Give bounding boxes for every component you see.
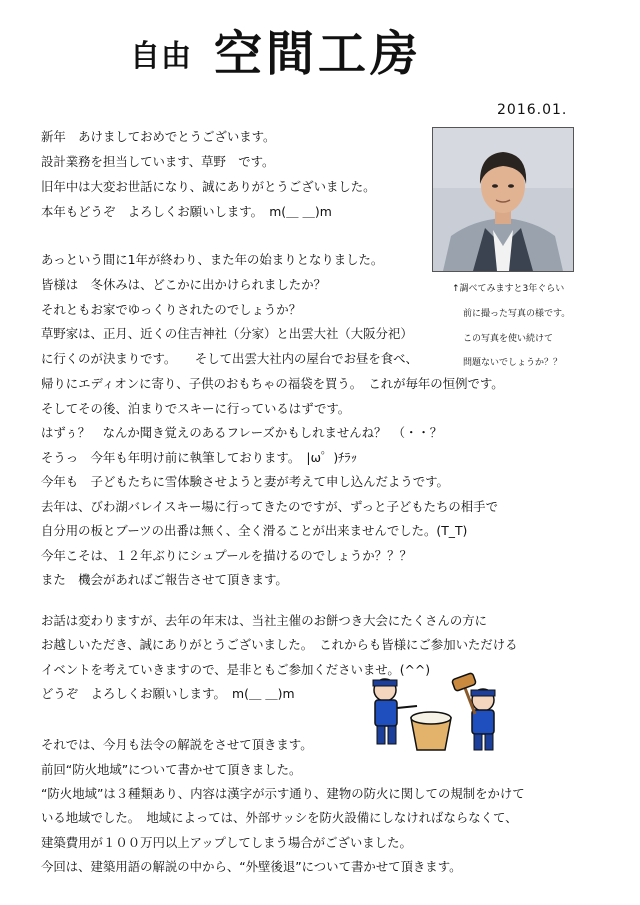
newsletter-title: [130, 26, 423, 82]
body-line: “防火地域”は３種類あり、内容は漢字が示す通り、建物の防火に関しての規制をかけて: [41, 786, 525, 801]
body-line: いる地域でした。 地域によっては、外部サッシを防火設備にしなければならなくて、: [41, 810, 518, 825]
body-line: 前回“防火地域”について書かせて頂きました。: [41, 762, 302, 777]
body-line: それでは、今月も法令の解説をさせて頂きます。: [41, 737, 313, 752]
body-line: 皆様は 冬休みは、どこかに出かけられましたか？: [41, 277, 326, 292]
body-line: 去年は、びわ湖バレイスキー場に行ってきたのですが、ずっと子どもたちの相手で: [41, 499, 498, 514]
body-line: 帰りにエディオンに寄り、子供のおもちゃの福袋を買う。 これが毎年の恒例です。: [41, 376, 504, 391]
body-line: 設計業務を担当しています、草野 です。: [41, 154, 275, 169]
body-line: お越しいただき、誠にありがとうございました。 これからも皆様にご参加いただける: [41, 637, 518, 652]
body-line: お話は変わりますが、去年の年末は、当社主催のお餅つき大会にたくさんの方に: [41, 613, 488, 628]
body-line: 今年こそは、１２年ぶりにシュプールを描けるのでしょうか？？？: [41, 548, 412, 563]
body-line: 今回は、建築用語の解説の中から、“外壁後退”について書かせて頂きます。: [41, 859, 462, 874]
body-line: また 機会があればご報告させて頂きます。: [41, 572, 288, 587]
body-line: 本年もどうぞ よろしくお願いします。 m(＿ ＿)m: [41, 204, 332, 219]
body-line: 今年も 子どもたちに雪体験させようと妻が考えて申し込んだようです。: [41, 474, 449, 489]
body-line: どうぞ よろしくお願いします。 m(＿ ＿)m: [41, 686, 295, 701]
body-line: に行くのが決まりです。 そして出雲大社内の屋台でお昼を食べ、: [41, 351, 418, 366]
body-line: イベントを考えていきますので、是非ともご参加くださいませ。(^^): [41, 662, 431, 677]
photo-caption-line: この写真を使い続けて: [463, 334, 554, 344]
title-main: 空間工房: [214, 26, 423, 82]
body-line: 建築費用が１００万円以上アップしてしまう場合がございました。: [41, 835, 412, 850]
body-line: あっという間に1年が終わり、また年の始まりとなりました。: [41, 252, 384, 267]
photo-caption-line: 前に撮った写真の様です。: [463, 309, 571, 319]
issue-date: 2016.01.: [497, 102, 568, 118]
body-line: そしてその後、泊まりでスキーに行っているはずです。: [41, 401, 351, 416]
body-line: それともお家でゆっくりされたのでしょうか？: [41, 302, 302, 317]
body-line: 自分用の板とブーツの出番は無く、全く滑ることが出来ませんでした。(T_T): [41, 523, 468, 538]
body-line: 新年 あけましておめでとうございます。: [41, 129, 276, 144]
photo-caption-line: 問題ないでしょうか？？: [463, 358, 563, 368]
body-line: 旧年中は大変お世話になり、誠にありがとうございました。: [41, 179, 376, 194]
portrait-image: [433, 128, 573, 271]
mochi-pounding-illustration: [355, 670, 515, 759]
body-line: そうっ 今年も年明け前に執筆しております。 |ω゜)ﾁﾗｯ: [41, 450, 357, 465]
author-photo: [432, 127, 574, 272]
title-prefix: 自由: [130, 39, 192, 74]
photo-caption-line: ↑調べてみますと3年ぐらい: [452, 284, 565, 294]
mochi-pounding-icon: [355, 670, 515, 755]
body-line: 草野家は、正月、近くの住吉神社（分家）と出雲大社（大阪分祀）: [41, 326, 413, 341]
body-line: はずぅ？ なんか聞き覚えのあるフレーズかもしれませんね？ （・・？: [41, 425, 443, 440]
